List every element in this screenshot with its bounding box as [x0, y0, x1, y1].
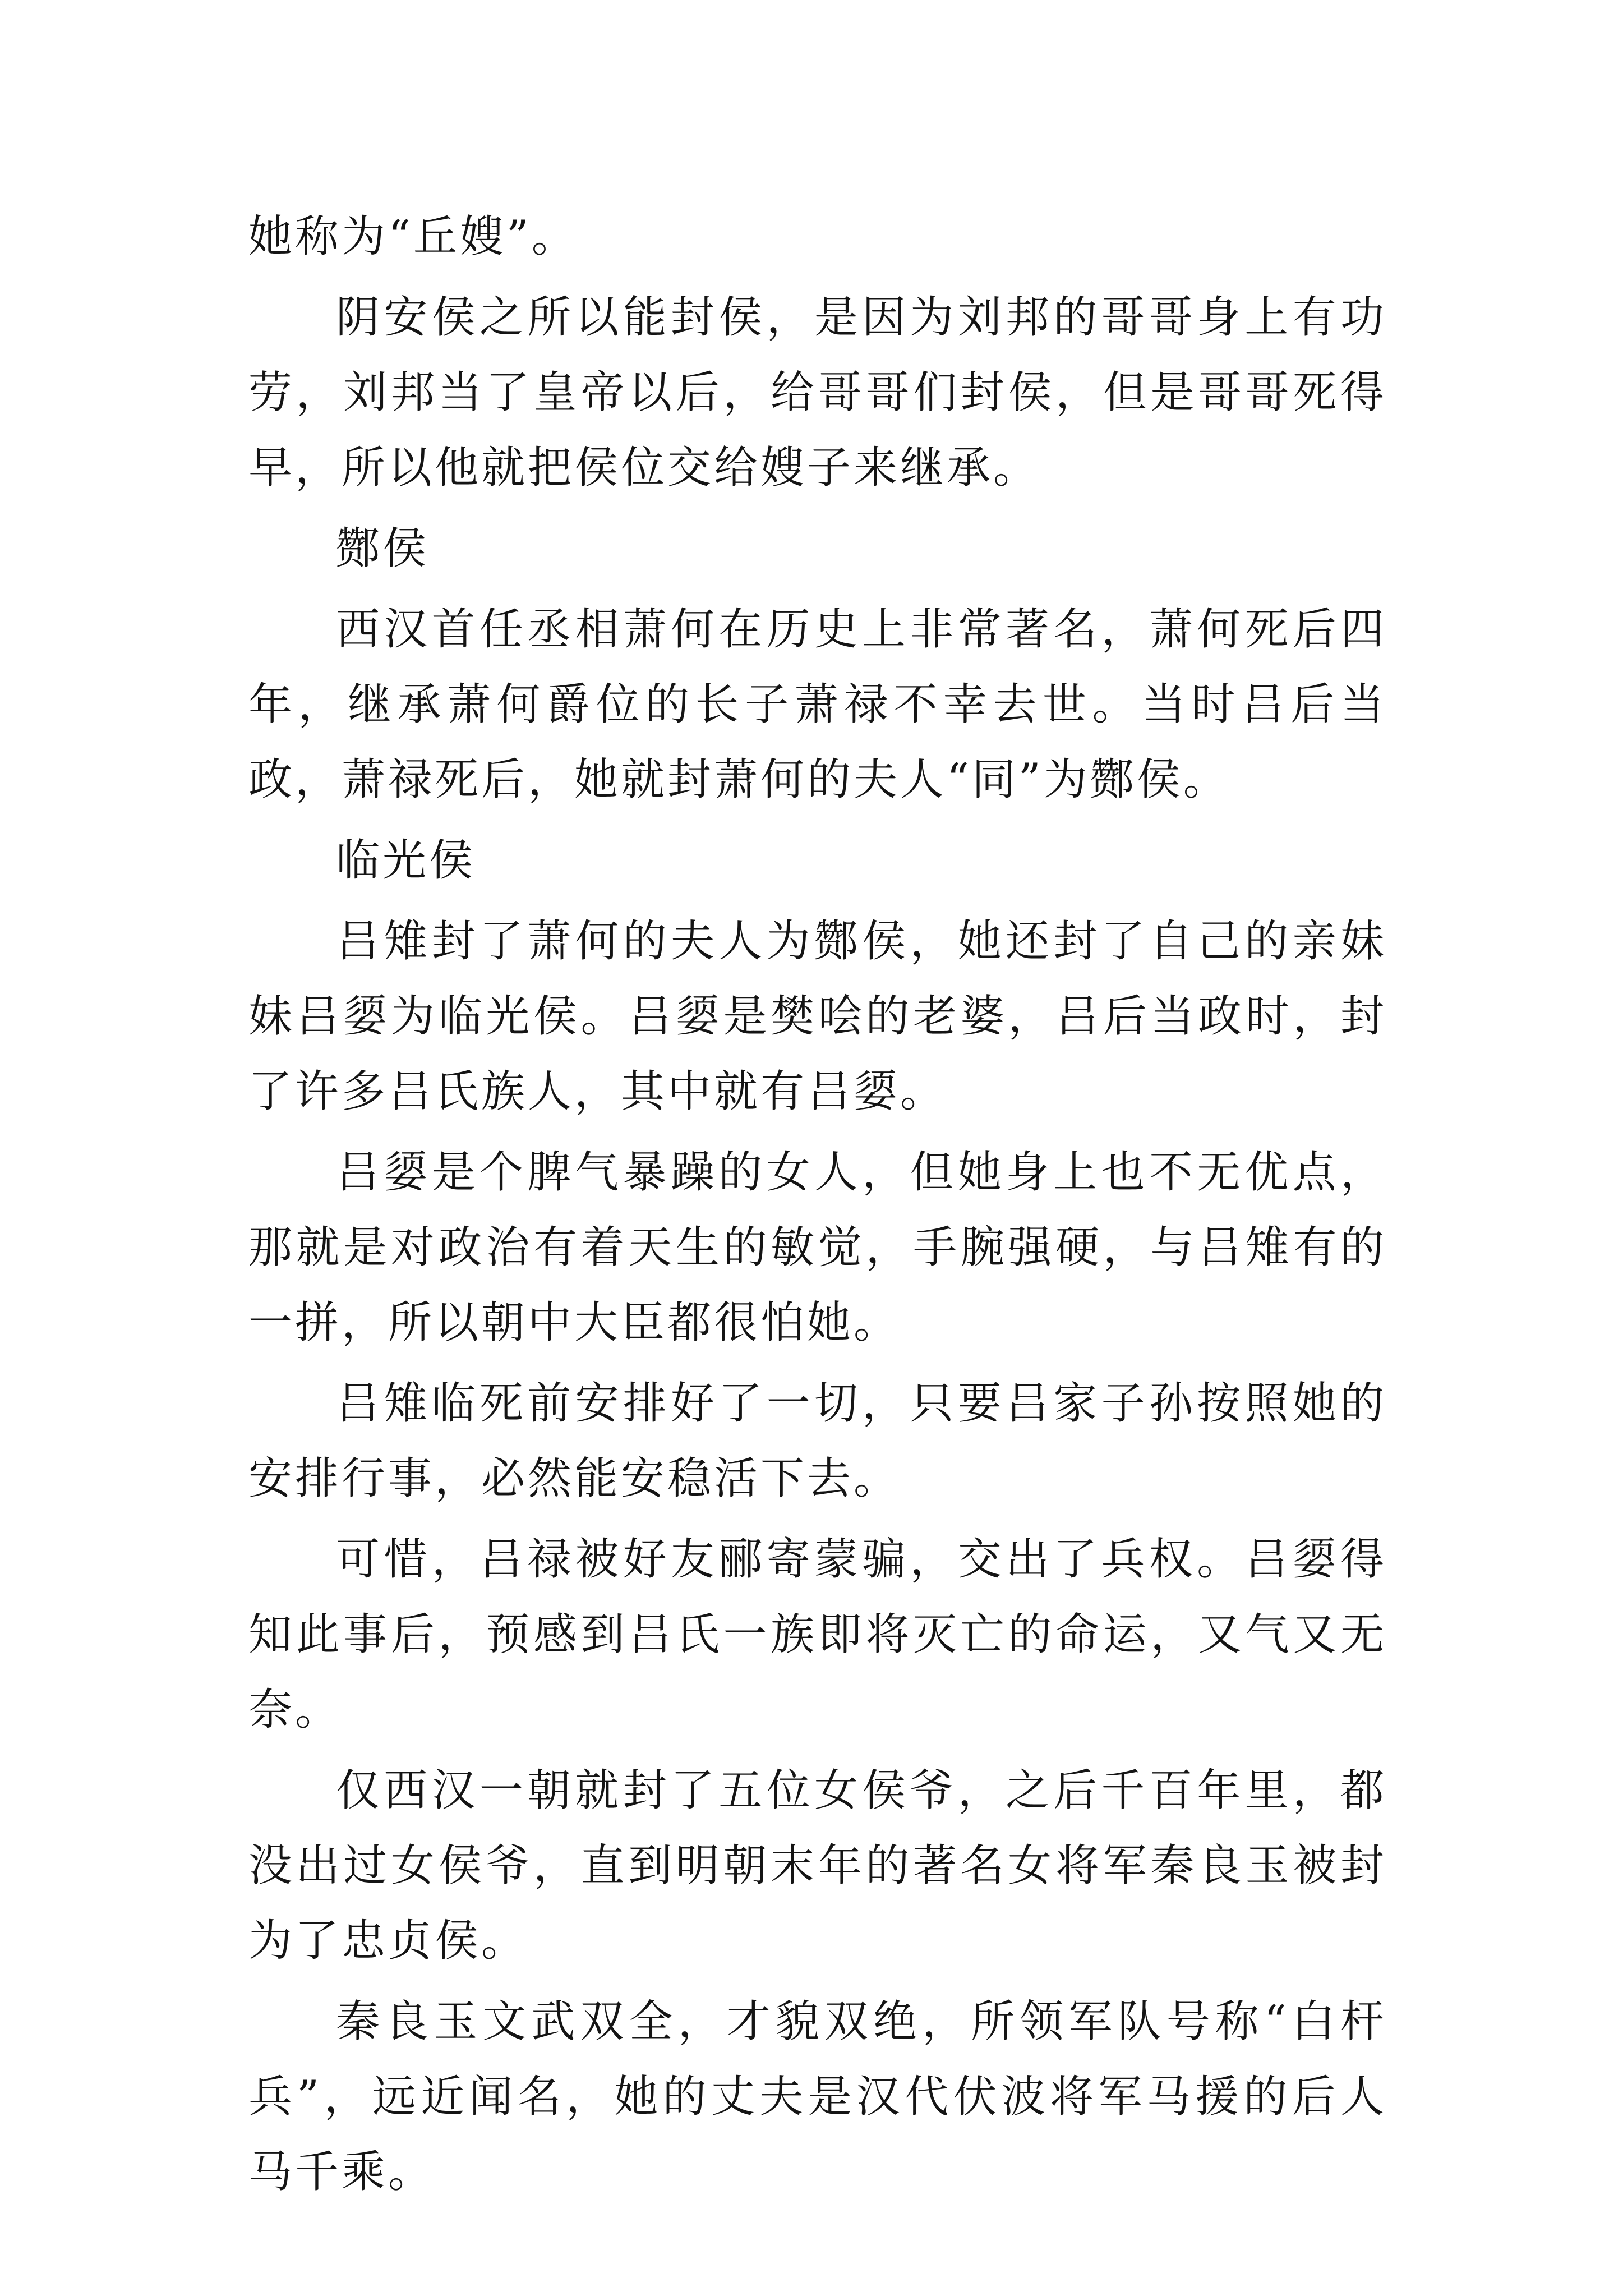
paragraph-yinan-hou: 阴安侯之所以能封侯，是因为刘邦的哥哥身上有功劳，刘邦当了皇帝以后，给哥哥们封侯，但是哥哥死得早，所以他就把侯位交给嫂子来继承。 — [248, 292, 1387, 493]
document-body — [248, 199, 1387, 2215]
paragraph-lu-xu-temper: 吕媭是个脾气暴躁的女人，但她身上也不无优点，那就是对政治有着天生的敏觉，手腕强硬，与吕雉有的一拼，所以朝中大臣都很怕她。 — [248, 1147, 1387, 1348]
paragraph-qin-liangyu: 秦良玉文武双全，才貌双绝，所领军队号称“白杆兵”，远近闻名，她的丈夫是汉代伏波将军马援的后人马千乘。 — [248, 1996, 1387, 2197]
section-heading-linguang-hou: 临光侯 — [336, 835, 476, 886]
paragraph-continuation: 她称为“丘嫂”。 — [248, 211, 578, 262]
paragraph-lu-zhi-arrangement: 吕雉临死前安排好了一切，只要吕家子孙按照她的安排行事，必然能安稳活下去。 — [248, 1378, 1387, 1504]
paragraph-lu-lu-deceived: 可惜，吕禄被好友郦寄蒙骗，交出了兵权。吕媭得知此事后，预感到吕氏一族即将灭亡的命运，又气又无奈。 — [248, 1534, 1387, 1735]
paragraph-lu-xu-enfeoffed: 吕雉封了萧何的夫人为酂侯，她还封了自己的亲妹妹吕媭为临光侯。吕媭是樊哙的老婆，吕后当政时，封了许多吕氏族人，其中就有吕媭。 — [248, 916, 1387, 1117]
paragraph-five-female-marquises: 仅西汉一朝就封了五位女侯爷，之后千百年里，都没出过女侯爷，直到明朝末年的著名女将军秦良玉被封为了忠贞侯。 — [248, 1765, 1387, 1966]
section-heading-zan-hou: 酂侯 — [336, 523, 430, 574]
paragraph-xiao-he: 西汉首任丞相萧何在历史上非常著名，萧何死后四年，继承萧何爵位的长子萧禄不幸去世。当时吕后当政，萧禄死后，她就封萧何的夫人“同”为酂侯。 — [248, 604, 1387, 805]
